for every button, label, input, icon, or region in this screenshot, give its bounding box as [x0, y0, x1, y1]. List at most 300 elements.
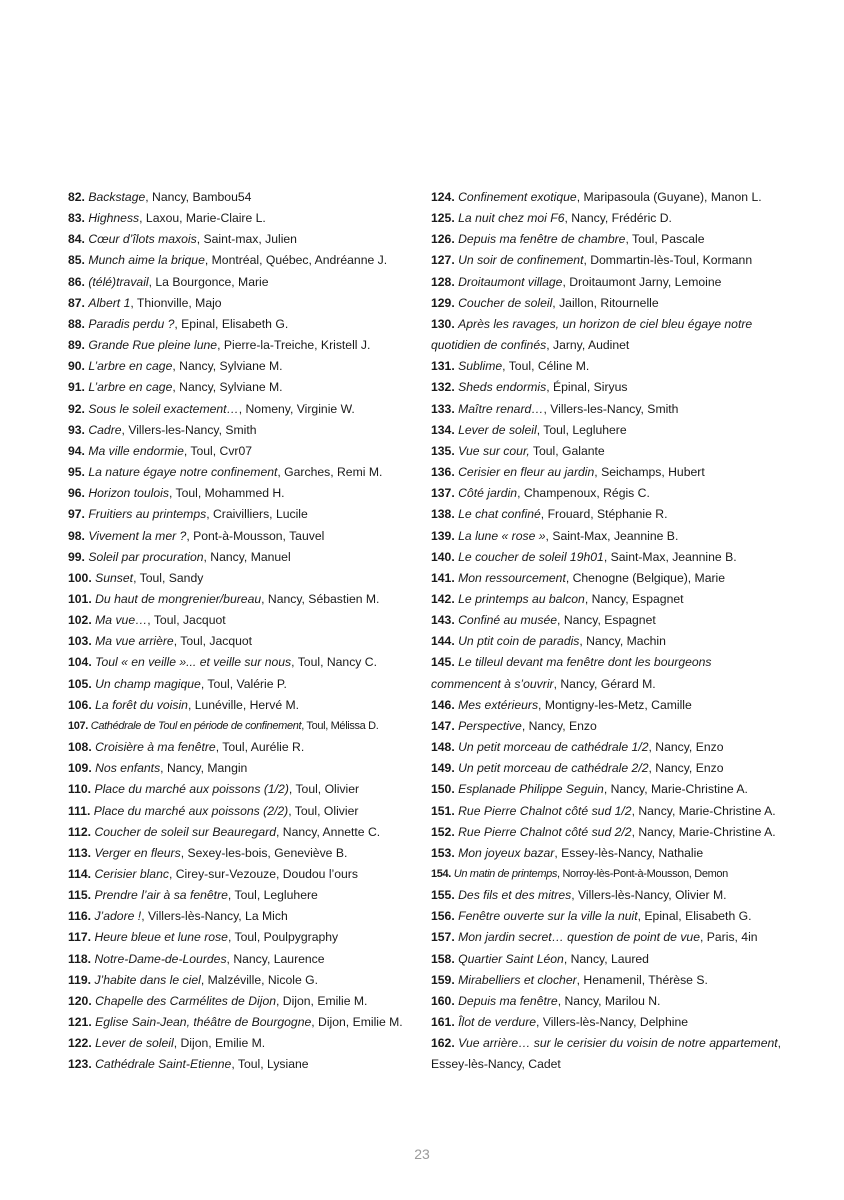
entry-credit: , Nancy, Marilou N. [557, 993, 661, 1008]
entry-credit: , Champenoux, Régis C. [517, 486, 650, 501]
entry-title: La nature égaye notre confinement [88, 465, 278, 480]
list-item [431, 441, 783, 462]
list-item [68, 314, 413, 335]
list-item [431, 568, 783, 589]
entry-number: 118. [68, 951, 92, 966]
entry-number: 148. [431, 740, 455, 755]
list-item [68, 631, 413, 652]
list-item [68, 293, 413, 314]
list-item [431, 462, 783, 483]
list-item [431, 652, 783, 694]
entry-number: 101. [68, 591, 92, 606]
entry-title: Mon ressourcement [458, 570, 566, 585]
entry-title: Rue Pierre Chalnot côté sud 2/2 [458, 824, 632, 839]
entry-title: Mes extérieurs [458, 697, 539, 712]
entry-title: Fenêtre ouverte sur la ville la nuit [458, 909, 638, 924]
entry-credit: , Villers-les-Nancy, Smith [121, 422, 257, 437]
entry-number: 139. [431, 528, 455, 543]
entry-credit: , Jaillon, Ritournelle [552, 295, 659, 310]
entry-credit: , Thionville, Majo [130, 295, 222, 310]
entry-title: Perspective [458, 718, 522, 733]
entry-title: L’arbre en cage [88, 359, 173, 374]
list-item [68, 335, 413, 356]
entry-title: Du haut de mongrenier/bureau [95, 591, 262, 606]
list-item [431, 229, 783, 250]
entry-number: 134. [431, 422, 455, 437]
entry-title: Rue Pierre Chalnot côté sud 1/2 [458, 803, 632, 818]
entry-number: 142. [431, 591, 455, 606]
entry-credit: , Nancy, Enzo [648, 761, 724, 776]
entry-number: 141. [431, 570, 455, 585]
entry-credit: , Seichamps, Hubert [594, 465, 705, 480]
entry-title: Prendre l’air à sa fenêtre [94, 888, 228, 903]
list-item [431, 927, 783, 948]
list-item [431, 631, 783, 652]
entry-number: 106. [68, 697, 92, 712]
entry-number: 156. [431, 909, 455, 924]
entry-title: Mon joyeux bazar [458, 845, 555, 860]
entry-number: 100. [68, 570, 92, 585]
entry-number: 151. [431, 803, 455, 818]
entry-title: Un ptit coin de paradis [458, 634, 580, 649]
entry-credit: , Toul, Mélissa D. [301, 719, 379, 732]
entry-number: 107. [68, 719, 89, 732]
entry-credit: , Essey-lès-Nancy, Nathalie [554, 845, 704, 860]
entry-number: 161. [431, 1015, 455, 1030]
entry-title: Maître renard… [458, 401, 544, 416]
entry-credit: , Villers-lès-Nancy, Olivier M. [571, 888, 727, 903]
entry-title: Verger en fleurs [94, 845, 181, 860]
entry-credit: , Villers-lès-Nancy, Delphine [536, 1015, 688, 1030]
entry-number: 160. [431, 993, 455, 1008]
entry-number: 83. [68, 211, 85, 226]
entry-number: 87. [68, 295, 85, 310]
entry-title: Cœur d’îlots maxois [88, 232, 197, 247]
entry-credit: , Nancy, Sylviane M. [172, 359, 283, 374]
entry-title: Sheds endormis [458, 380, 547, 395]
entry-number: 114. [68, 867, 92, 881]
entry-credit: , Villers-lès-Nancy, La Mich [141, 909, 288, 924]
entry-number: 129. [431, 295, 455, 310]
entry-number: 91. [68, 380, 85, 395]
list-item [68, 716, 413, 737]
entry-credit: , Maripasoula (Guyane), Manon L. [576, 190, 762, 204]
entry-title: Quartier Saint Léon [458, 951, 564, 966]
entry-title: Lever de soleil [458, 422, 537, 437]
entry-credit: , Henamenil, Thérèse S. [576, 972, 708, 987]
entry-number: 121. [68, 1015, 92, 1030]
entry-credit: , Toul, Sandy [133, 570, 204, 585]
entry-number: 82. [68, 190, 85, 204]
list-item [431, 843, 783, 864]
entry-credit: , Malzéville, Nicole G. [200, 972, 318, 987]
entry-credit: , Nancy, Gérard M. [553, 676, 656, 691]
entry-credit: , Nancy, Bambou54 [145, 190, 252, 204]
entry-number: 145. [431, 655, 455, 670]
entry-credit: , Dijon, Emilie M. [276, 993, 368, 1008]
entry-number: 154. [431, 868, 452, 880]
entry-credit: , Nancy, Enzo [648, 740, 724, 755]
list-item [68, 483, 413, 504]
entry-credit: , Garches, Remi M. [277, 465, 383, 480]
entry-number: 99. [68, 549, 85, 564]
list-item [431, 991, 783, 1012]
list-item [68, 949, 413, 970]
left-column [68, 187, 413, 1076]
entry-title: J’adore ! [94, 909, 142, 924]
entry-number: 137. [431, 486, 455, 501]
entry-credit: , Nancy, Sylviane M. [172, 380, 283, 395]
entry-credit: , Toul, Nancy C. [291, 655, 377, 670]
entry-title: Après les ravages, un horizon de ciel bleu égaye notre quotidien de confinés [431, 316, 753, 353]
list-item [68, 906, 413, 927]
list-item [68, 377, 413, 398]
entry-title: Le tilleul devant ma fenêtre dont les bourgeons commencent à s’ouvrir [431, 655, 712, 691]
entry-title: Des fils et des mitres [458, 888, 572, 903]
entry-credit: , Villers-les-Nancy, Smith [543, 401, 679, 416]
entry-credit: , Toul, Pascale [625, 232, 705, 247]
entry-title: Albert 1 [88, 295, 131, 310]
entry-number: 96. [68, 486, 85, 501]
entry-credit: , Droitaumont Jarny, Lemoine [562, 274, 722, 289]
entry-title: Chapelle des Carmélites de Dijon [95, 993, 276, 1008]
entry-title: Un petit morceau de cathédrale 1/2 [458, 740, 649, 755]
entry-credit: , Nancy, Laurence [226, 951, 325, 966]
list-item [431, 377, 783, 398]
entry-title: Notre-Dame-de-Lourdes [94, 951, 227, 966]
entry-credit: , Cirey-sur-Vezouze, Doudou l’ours [168, 867, 358, 881]
list-item [431, 272, 783, 293]
entry-title: Côté jardin [458, 486, 518, 501]
entry-title: Un matin de printemps [453, 868, 558, 880]
entry-number: 124. [431, 190, 455, 204]
entry-number: 103. [68, 634, 92, 649]
entry-title: L’arbre en cage [88, 380, 173, 395]
entry-number: 143. [431, 613, 455, 628]
entry-title: Highness [88, 211, 140, 226]
list-item [68, 779, 413, 800]
entry-credit: , Nomeny, Virginie W. [238, 401, 355, 416]
list-item [68, 272, 413, 293]
entry-number: 117. [68, 930, 92, 945]
entry-number: 130. [431, 316, 455, 331]
entry-title: Heure bleue et lune rose [94, 930, 228, 945]
entry-title: Paradis perdu ? [88, 316, 175, 331]
entry-title: Le printemps au balcon [458, 591, 585, 606]
entry-title: Sunset [95, 570, 134, 585]
entry-title: Mon jardin secret… question de point de vue [458, 930, 700, 945]
list-item [431, 716, 783, 737]
entry-number: 94. [68, 443, 85, 458]
list-item [68, 356, 413, 377]
entry-credit: , Toul, Valérie P. [200, 676, 287, 691]
entry-title: Cerisier blanc [94, 867, 169, 881]
list-item [68, 695, 413, 716]
list-item [431, 1012, 783, 1033]
entry-title: Mirabelliers et clocher [458, 972, 577, 987]
entry-title: Ma ville endormie [88, 443, 184, 458]
entry-number: 86. [68, 274, 85, 289]
entry-credit: Toul, Galante [529, 443, 605, 458]
entry-credit: , Toul, Aurélie R. [215, 740, 305, 755]
entry-credit: , Épinal, Siryus [546, 380, 628, 395]
entry-credit: , Nancy, Laured [563, 951, 649, 966]
entry-title: Cathédrale de Toul en période de confinement [90, 719, 302, 732]
entry-number: 136. [431, 465, 455, 480]
list-item [68, 864, 413, 885]
entry-number: 84. [68, 232, 85, 247]
entry-number: 149. [431, 761, 455, 776]
entry-credit: , Toul, Mohammed H. [168, 486, 285, 501]
entry-credit: , Nancy, Espagnet [557, 613, 656, 628]
entry-number: 128. [431, 274, 455, 289]
entry-number: 92. [68, 401, 85, 416]
list-item [68, 674, 413, 695]
entry-credit: , Toul, Lysiane [231, 1057, 309, 1072]
entry-title: Ma vue… [95, 613, 148, 628]
list-item [431, 399, 783, 420]
list-item [431, 822, 783, 843]
entry-title: Toul « en veille »... et veille sur nous [95, 655, 292, 670]
list-item [431, 970, 783, 991]
list-item [68, 843, 413, 864]
list-item [68, 208, 413, 229]
entry-title: Soleil par procuration [88, 549, 204, 564]
list-item [431, 504, 783, 525]
entry-credit: , Dijon, Emilie M. [173, 1036, 266, 1051]
list-item [68, 1054, 413, 1075]
entry-title: Coucher de soleil sur Beauregard [94, 824, 277, 839]
list-item [68, 229, 413, 250]
entry-credit: , Epinal, Elisabeth G. [637, 909, 752, 924]
entry-credit: , Toul, Céline M. [502, 359, 590, 374]
list-item [431, 420, 783, 441]
entry-credit: , Jarny, Audinet [546, 338, 630, 353]
entry-title: Îlot de verdure [458, 1015, 537, 1030]
entry-number: 158. [431, 951, 455, 966]
entry-number: 112. [68, 824, 92, 839]
entry-title: J’habite dans le ciel [94, 972, 201, 987]
list-item [431, 610, 783, 631]
entry-credit: , Sexey-les-bois, Geneviève B. [180, 845, 348, 860]
entry-number: 95. [68, 465, 85, 480]
entry-credit: , Saint-Max, Jeannine B. [545, 528, 679, 543]
entry-number: 125. [431, 211, 455, 226]
entry-number: 122. [68, 1036, 92, 1051]
list-item [431, 737, 783, 758]
entry-number: 126. [431, 232, 455, 247]
entry-title: Esplanade Philippe Seguin [458, 782, 604, 797]
entry-credit: , Nancy, Machin [579, 634, 666, 649]
entry-credit: , Saint-Max, Jeannine B. [603, 549, 737, 564]
list-item [68, 970, 413, 991]
entry-title: Droitaumont village [458, 274, 563, 289]
entry-title: Confinement exotique [458, 190, 577, 204]
entry-credit: , Toul, Cvr07 [183, 443, 253, 458]
list-item [68, 822, 413, 843]
entry-title: Munch aime la brique [88, 253, 205, 268]
entry-credit: , Nancy, Frédéric D. [564, 211, 672, 226]
entry-number: 138. [431, 507, 455, 522]
entry-title: Le coucher de soleil 19h01 [458, 549, 604, 564]
entry-credit: , Toul, Olivier [288, 782, 360, 797]
entry-credit: , Frouard, Stéphanie R. [540, 507, 668, 522]
entry-number: 119. [68, 972, 92, 987]
list-item [431, 314, 783, 356]
entry-credit: , Montréal, Québec, Andréanne J. [204, 253, 388, 268]
entry-number: 131. [431, 359, 455, 374]
entry-number: 113. [68, 845, 92, 860]
entry-title: Le chat confiné [458, 507, 541, 522]
entry-number: 115. [68, 888, 92, 903]
entry-number: 89. [68, 338, 85, 353]
entry-number: 155. [431, 888, 455, 903]
list-item [431, 779, 783, 800]
entry-credit: , Pont-à-Mousson, Tauvel [186, 528, 325, 543]
entry-credit: , La Bourgonce, Marie [148, 274, 269, 289]
entry-number: 109. [68, 761, 92, 776]
list-item [68, 526, 413, 547]
entry-credit: , Dijon, Emilie M. [311, 1015, 403, 1030]
list-item [68, 737, 413, 758]
entry-number: 123. [68, 1057, 92, 1072]
list-item [68, 885, 413, 906]
list-item [68, 758, 413, 779]
entry-title: Vivement la mer ? [88, 528, 187, 543]
list-item [431, 250, 783, 271]
list-item [431, 187, 783, 208]
entry-number: 140. [431, 549, 455, 564]
entry-title: Croisière à ma fenêtre [95, 740, 216, 755]
entry-number: 135. [431, 443, 455, 458]
entry-credit: , Essey-lès-Nancy, Cadet [431, 1036, 782, 1072]
list-item [431, 547, 783, 568]
list-item [431, 356, 783, 377]
entry-title: Place du marché aux poissons (2/2) [93, 803, 289, 818]
entry-credit: , Nancy, Manuel [203, 549, 291, 564]
entry-title: (télé)travail [88, 274, 149, 289]
entry-credit: , Montigny-les-Metz, Camille [538, 697, 692, 712]
entry-title: Vue sur cour, [458, 443, 530, 458]
entry-title: Grande Rue pleine lune [88, 338, 218, 353]
list-item [431, 885, 783, 906]
entry-number: 116. [68, 909, 92, 924]
entry-number: 93. [68, 422, 85, 437]
list-item [68, 610, 413, 631]
entry-credit: , Nancy, Annette C. [276, 824, 381, 839]
entry-number: 105. [68, 676, 92, 691]
list-item [68, 441, 413, 462]
entry-credit: , Nancy, Marie-Christine A. [631, 824, 776, 839]
entry-title: La lune « rose » [458, 528, 546, 543]
entry-number: 157. [431, 930, 455, 945]
list-item [68, 420, 413, 441]
entry-credit: , Nancy, Espagnet [584, 591, 684, 606]
entry-title: Un champ magique [95, 676, 201, 691]
list-item [68, 250, 413, 271]
list-item [68, 801, 413, 822]
entry-number: 162. [431, 1036, 455, 1051]
list-item [431, 526, 783, 547]
page-number: 23 [414, 1146, 430, 1162]
entry-title: Depuis ma fenêtre de chambre [458, 232, 626, 247]
right-column [431, 187, 783, 1076]
entry-number: 102. [68, 613, 92, 628]
list-item [68, 1033, 413, 1054]
entry-number: 150. [431, 782, 455, 797]
entry-title: Horizon toulois [88, 486, 169, 501]
entry-title: Backstage [88, 190, 146, 204]
list-item [68, 504, 413, 525]
list-item [68, 547, 413, 568]
entry-title: Lever de soleil [95, 1036, 174, 1051]
entry-title: Un soir de confinement [458, 253, 584, 268]
list-item [431, 864, 783, 885]
list-item [68, 187, 413, 208]
entry-title: Coucher de soleil [458, 295, 553, 310]
entry-title: Ma vue arrière [95, 634, 174, 649]
list-item [68, 1012, 413, 1033]
list-item [431, 293, 783, 314]
entry-number: 133. [431, 401, 455, 416]
entry-credit: , Nancy, Enzo [521, 718, 597, 733]
entry-credit: , Pierre-la-Treiche, Kristell J. [217, 338, 371, 353]
entry-credit: , Nancy, Sébastien M. [261, 591, 380, 606]
entry-title: Fruitiers au printemps [88, 507, 207, 522]
entry-credit: , Toul, Legluhere [227, 888, 318, 903]
entry-credit: , Dommartin-lès-Toul, Kormann [583, 253, 753, 268]
entry-title: Cerisier en fleur au jardin [458, 465, 595, 480]
list-item [68, 589, 413, 610]
entry-credit: , Toul, Legluhere [536, 422, 627, 437]
list-item [431, 949, 783, 970]
entry-number: 108. [68, 740, 92, 755]
entry-title: Confiné au musée [458, 613, 558, 628]
entry-title: Eglise Sain-Jean, théâtre de Bourgogne [95, 1015, 312, 1030]
list-item [431, 208, 783, 229]
entry-credit: , Nancy, Marie-Christine A. [603, 782, 748, 797]
entry-number: 104. [68, 655, 92, 670]
entry-title: Un petit morceau de cathédrale 2/2 [458, 761, 649, 776]
entry-number: 132. [431, 380, 455, 395]
entry-title: Vue arrière… sur le cerisier du voisin de notre appartement [458, 1036, 778, 1051]
entry-number: 127. [431, 253, 455, 268]
entry-title: Place du marché aux poissons (1/2) [94, 782, 289, 797]
list-item [68, 462, 413, 483]
entry-credit: , Nancy, Marie-Christine A. [631, 803, 776, 818]
entry-number: 90. [68, 359, 85, 374]
entry-credit: , Chenogne (Belgique), Marie [565, 570, 726, 585]
entry-number: 97. [68, 507, 85, 522]
entry-credit: , Lunéville, Hervé M. [187, 697, 300, 712]
entry-number: 147. [431, 718, 455, 733]
list-item [431, 1033, 783, 1075]
entry-title: Depuis ma fenêtre [458, 993, 558, 1008]
entry-number: 152. [431, 824, 455, 839]
entry-number: 88. [68, 316, 85, 331]
entry-title: Sublime [458, 359, 503, 374]
entry-credit: , Paris, 4in [700, 930, 758, 945]
entry-credit: , Epinal, Elisabeth G. [174, 316, 289, 331]
entry-number: 146. [431, 697, 455, 712]
entry-credit: , Craivilliers, Lucile [206, 507, 308, 522]
entry-title: Nos enfants [95, 761, 161, 776]
list-item [431, 483, 783, 504]
list-item [68, 399, 413, 420]
entry-number: 111. [68, 803, 91, 818]
list-item [68, 991, 413, 1012]
entry-credit: , Toul, Olivier [288, 803, 359, 818]
